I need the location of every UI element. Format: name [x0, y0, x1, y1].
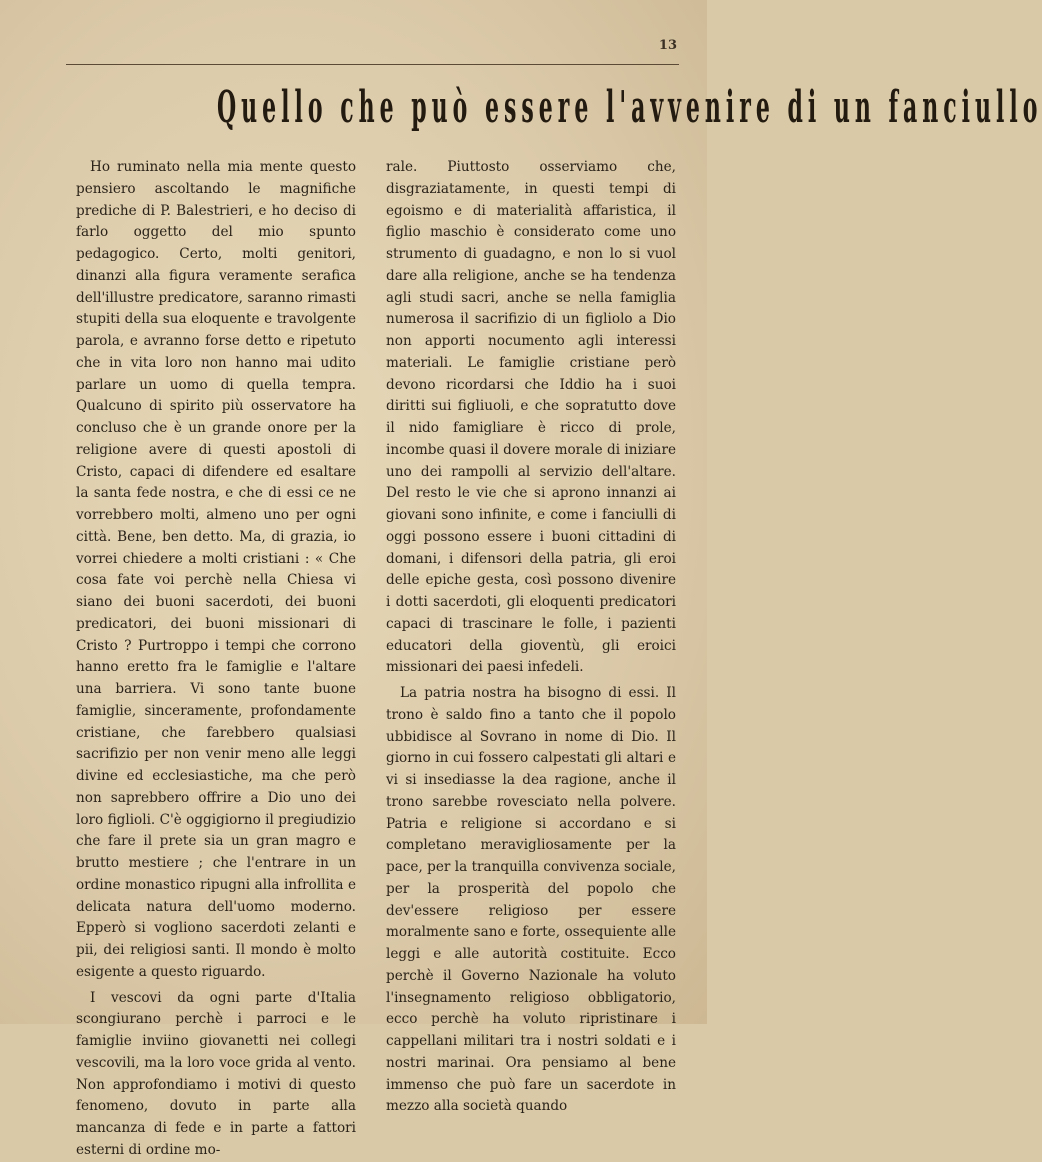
article-title: Quello che può essere l'avvenire di un fanciullo [217, 82, 1042, 133]
paragraph: Ho ruminato nella mia mente questo pensiero ascoltando le magnifiche prediche di P. Balestrieri, e ho deciso di farlo oggetto del mio spunto pedagogico. Certo, molti genitori, dinanzi alla figura veramente serafica dell'illustre predicatore, saranno rimasti stupiti della sua eloquente e travolgente parola, e avranno forse detto e ripetuto che in vita loro non hanno mai udito parlare un uomo di quella tempra. Qualcuno di spirito più osservatore ha concluso che è un grande onore per la religione avere di questi apostoli di Cristo, capaci di difendere ed esaltare la santa fede nostra, e che di essi ce ne vorrebbero molti, almeno uno per ogni città. Bene, ben detto. Ma, di grazia, io vorrei chiedere a molti cristiani : « Che cosa fate voi perchè nella Chiesa vi siano dei buoni sacerdoti, dei buoni predicatori, dei buoni missionari di Cristo ? Purtroppo i tempi che corrono hanno eretto fra le famiglie e l'altare una barriera. Vi sono tante buone famiglie, sinceramente, profondamente cristiane, che farebbero qualsiasi sacrifizio per non venir meno alle leggi divine ed ecclesiastiche, ma che però non saprebbero offrire a Dio uno dei loro figlioli. C'è oggigiorno il pregiudizio che fare il prete sia un gran magro e brutto mestiere ; che l'entrare in un ordine monastico ripugni alla infrollita e delicata natura dell'uomo moderno. Epperò si vogliono sacerdoti zelanti e pii, dei religiosi santi. Il mondo è molto esigente a questo riguardo. [76, 159, 356, 980]
page-number: 13 [658, 38, 677, 53]
paragraph: La patria nostra ha bisogno di essi. Il trono è saldo fino a tanto che il popolo ubbidisce al Sovrano in nome di Dio. Il giorno in cui fossero calpestati gli altari e vi si insediasse la dea ragione, anche il trono sarebbe rovesciato nella polvere. Patria e religione si accordano e si completano meravigliosamente per la pace, per la tranquilla convivenza sociale, per la prosperità del popolo che dev'essere religioso per essere moralmente sano e forte, ossequiente alle leggi e alle autorità costituite. Ecco perchè il Governo Nazionale ha voluto l'insegnamento religioso obbligatorio, ecco perchè ha voluto ripristinare i cappellani militari tra i nostri soldati e i nostri marinai. Ora pensiamo al bene immenso che può fare un sacerdote in mezzo alla società quando [386, 685, 676, 1115]
paragraph: I vescovi da ogni parte d'Italia scongiurano perchè i parroci e le famiglie inviino giovanetti nei collegi vescovili, ma la loro voce grida al vento. Non approfondiamo i motivi di questo fenomeno, dovuto in parte alla mancanza di fede e in parte a fattori esterni di ordine mo- [76, 989, 356, 1158]
right-column [386, 157, 676, 1118]
header-rule [66, 64, 679, 65]
paragraph: rale. Piuttosto osserviamo che, disgraziatamente, in questi tempi di egoismo e di materialità affaristica, il figlio maschio è considerato come uno strumento di guadagno, e non lo si vuol dare alla religione, anche se ha tendenza agli studi sacri, anche se nella famiglia numerosa il sacrifizio di un figliolo a Dio non apporti nocumento agli interessi materiali. Le famiglie cristiane però devono ricordarsi che Iddio ha i suoi diritti sui figliuoli, e che sopratutto dove il nido famigliare è ricco di prole, incombe quasi il dovere morale di iniziare uno dei rampolli al servizio dell'altare. Del resto le vie che si aprono innanzi ai giovani sono infinite, e come i fanciulli di oggi possono essere i buoni cittadini di domani, i difensori della patria, gli eroi delle epiche gesta, così possono divenire i dotti sacerdoti, gli eloquenti predicatori capaci di trascinare le folle, i pazienti educatori della gioventù, gli eroici missionari dei paesi infedeli. [386, 159, 676, 676]
left-column [76, 157, 356, 1162]
